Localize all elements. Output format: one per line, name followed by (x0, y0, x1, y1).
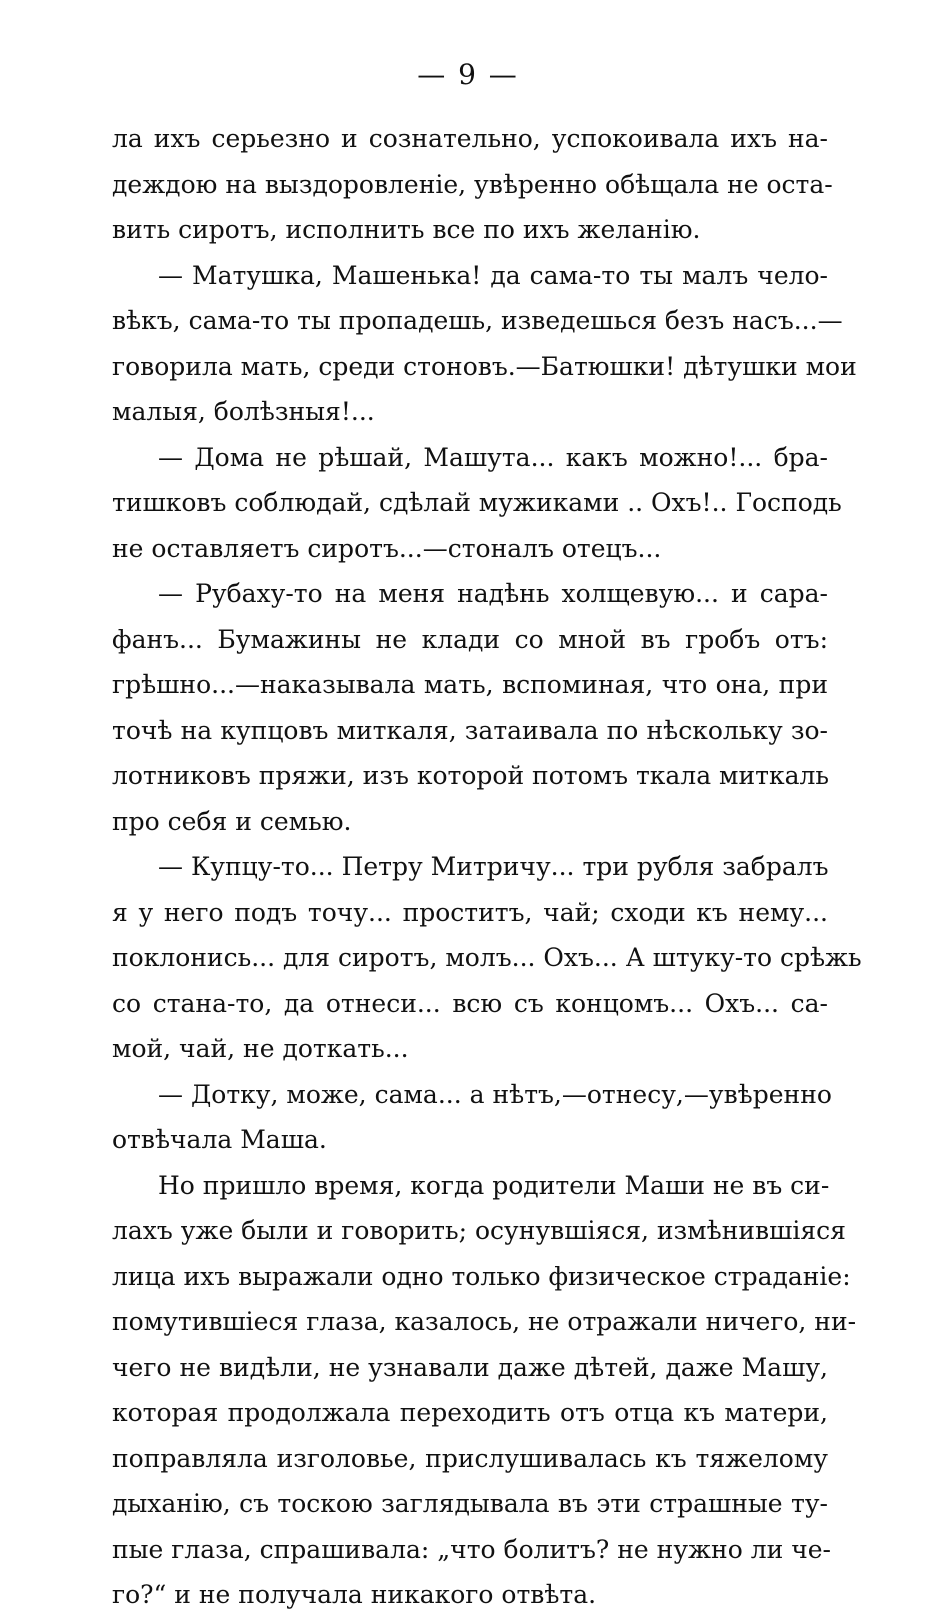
text-line: — Купцу-то... Петру Митричу... три рубля забралъ (158, 852, 829, 881)
text-line: мой, чай, не доткать... (112, 1034, 409, 1063)
text-line: ла ихъ серьезно и сознательно, успокоивала ихъ на- (112, 124, 828, 153)
text-line: дыханію, съ тоскою заглядывала въ эти страшные ту- (112, 1489, 828, 1518)
text-line: говорила мать, среди стоновъ.—Батюшки! дѣтушки мои (112, 351, 857, 381)
text-line: деждою на выздоровленіе, увѣренно обѣщала не оста- (112, 169, 833, 199)
text-line: помутившіеся глаза, казалось, не отражали ничего, ни- (112, 1307, 857, 1336)
body-text (112, 116, 862, 1618)
text-line: про себя и семью. (112, 806, 352, 836)
text-line: — Рубаху-то на меня надѣнь холщевую... и сара- (158, 579, 828, 608)
text-line: — Дотку, може, сама... а нѣтъ,—отнесу,—увѣренно (158, 1079, 832, 1109)
text-line: го?“ и не получала никакого отвѣта. (112, 1580, 597, 1609)
text-line: — Матушка, Машенька! да сама-то ты малъ чело- (158, 260, 828, 290)
text-line: не оставляетъ сиротъ...—стоналъ отецъ... (112, 533, 662, 563)
text-line: отвѣчала Маша. (112, 1125, 327, 1154)
text-line: фанъ... Бумажины не клади со мной въ гробъ отъ: (112, 624, 828, 654)
text-line: точѣ на купцовъ миткаля, затаивала по нѣскольку зо- (112, 715, 828, 745)
text-line: лахъ уже были и говорить; осунувшіяся, измѣнившіяся (112, 1216, 846, 1245)
text-line: лица ихъ выражали одно только физическое страданіе: (112, 1261, 851, 1291)
text-line: я у него подъ точу... проститъ, чай; сходи къ нему... (112, 897, 828, 927)
text-line: — Дома не рѣшай, Машута... какъ можно!... бра- (158, 442, 828, 472)
text-line: грѣшно...—наказывала мать, вспоминая, что она, при (112, 670, 828, 699)
text-line: со стана-то, да отнеси... всю съ концомъ... Охъ... са- (112, 988, 828, 1018)
text-line: поклонись... для сиротъ, молъ... Охъ... А штуку-то срѣжь (112, 943, 862, 972)
text-line: вѣкъ, сама-то ты пропадешь, изведешься безъ насъ...— (112, 306, 843, 335)
text-line: малыя, болѣзныя!... (112, 397, 375, 426)
page-number: — 9 — (417, 58, 519, 91)
text-line: лотниковъ пряжи, изъ которой потомъ ткала миткаль (112, 761, 830, 790)
text-line: вить сиротъ, исполнить все по ихъ желанію. (112, 215, 701, 244)
text-line: поправляла изголовье, прислушивалась къ тяжелому (112, 1443, 828, 1473)
text-line: тишковъ соблюдай, сдѣлай мужиками .. Охъ!.. Господь (112, 488, 842, 517)
text-line: чего не видѣли, не узнавали даже дѣтей, даже Машу, (112, 1352, 828, 1382)
text-line: Но пришло время, когда родители Маши не въ си- (158, 1170, 830, 1200)
text-line: пые глаза, спрашивала: „что болитъ? не нужно ли че- (112, 1534, 831, 1564)
text-line: которая продолжала переходить отъ отца къ матери, (112, 1398, 828, 1427)
